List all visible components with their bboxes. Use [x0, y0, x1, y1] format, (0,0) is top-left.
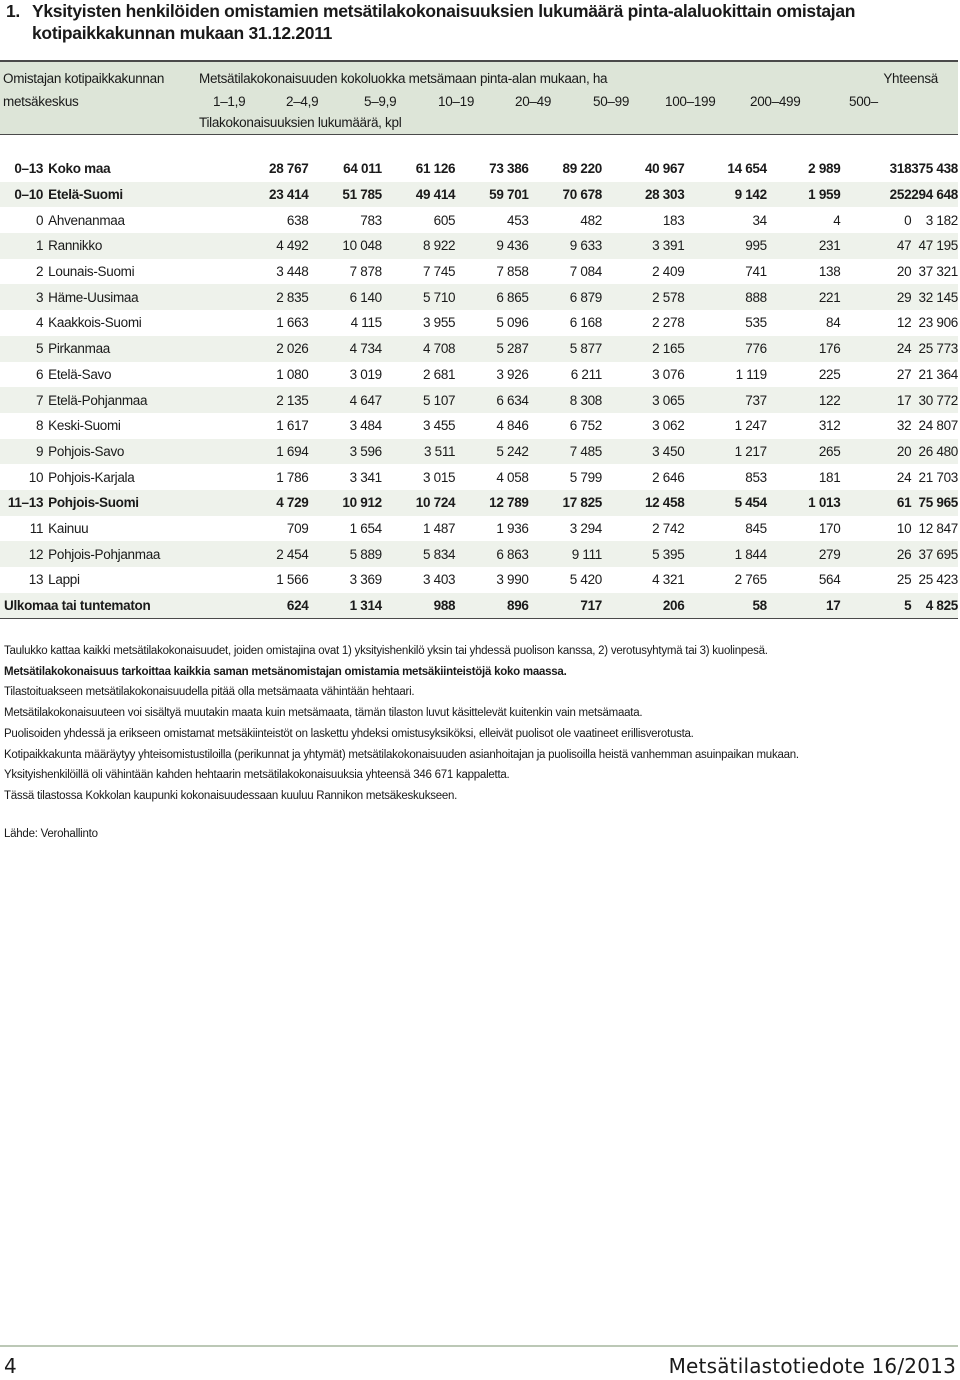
- value-cell: 2 765: [734, 572, 767, 588]
- value-cell: 0: [904, 212, 912, 228]
- value-cell: 59 701: [455, 182, 528, 208]
- region-name: Ulkomaa tai tuntematon: [0, 593, 192, 619]
- region-name: Rannikko: [48, 233, 192, 259]
- region-name: Etelä-Suomi: [48, 182, 192, 208]
- column-header: 10–19: [438, 94, 475, 109]
- region-code: 4: [35, 315, 44, 331]
- value-cell: 10 048: [309, 233, 382, 259]
- value-cell: 28 303: [602, 182, 684, 208]
- value-cell: 1 694: [235, 439, 308, 465]
- value-cell: 5 799: [569, 469, 603, 485]
- value-cell: 2 165: [602, 336, 684, 362]
- data-table: [0, 156, 958, 619]
- table-row: [0, 490, 958, 516]
- value-cell: 4 708: [382, 336, 455, 362]
- spacer-cell: [192, 567, 235, 593]
- value-cell: 2 409: [652, 264, 685, 280]
- region-header-label-1: Omistajan kotipaikkakunnan: [3, 71, 165, 86]
- value-cell: 3 455: [422, 418, 456, 434]
- spacer-cell: [192, 387, 235, 413]
- table-row: [0, 310, 958, 336]
- value-cell: 279: [767, 541, 841, 567]
- footnote: Taulukko kattaa kaikki metsätilakokonaisuudet, joiden omistajina ovat 1) yksityishenkilö yksin tai yhdessä puolison kanssa, 2) verotusyhtymä tai 3) kuolinpesä.: [4, 645, 768, 657]
- title-number: 1.: [6, 1, 20, 21]
- value-cell: 12 789: [455, 490, 528, 516]
- total-cell: 23 906: [918, 315, 958, 331]
- value-cell: 3 511: [382, 439, 455, 465]
- value-cell: 3 341: [349, 469, 382, 485]
- value-cell: 3 926: [496, 366, 529, 382]
- region-code: 12: [0, 541, 48, 567]
- value-cell: 3 403: [422, 572, 456, 588]
- value-cell: 252: [840, 182, 911, 208]
- spacer-cell: [192, 541, 235, 567]
- region-code: 0–10: [0, 182, 48, 208]
- spacer-cell: [192, 259, 235, 285]
- region-name: Pohjois-Pohjanmaa: [48, 541, 192, 567]
- publication-title: Metsätilastotiedote 16/2013: [668, 1354, 956, 1378]
- value-cell: 2 646: [652, 469, 685, 485]
- value-cell: 89 220: [562, 161, 603, 177]
- value-cell: 5 889: [309, 541, 382, 567]
- total-cell: 47 195: [911, 233, 958, 259]
- value-cell: 3 065: [602, 387, 684, 413]
- value-cell: 4 734: [309, 336, 382, 362]
- value-cell: 84: [826, 315, 841, 331]
- value-cell: 5 877: [529, 336, 602, 362]
- region-name: Etelä-Savo: [48, 366, 112, 382]
- value-cell: 5 107: [382, 387, 455, 413]
- value-cell: 9 142: [684, 182, 766, 208]
- value-cell: 25: [896, 572, 912, 588]
- value-cell: 4 647: [309, 387, 382, 413]
- value-cell: 64 011: [343, 161, 382, 177]
- value-cell: 181: [818, 469, 841, 485]
- value-cell: 3 391: [602, 233, 684, 259]
- region-code: 9: [0, 439, 48, 465]
- value-cell: 2 578: [602, 284, 684, 310]
- value-cell: 709: [286, 520, 309, 536]
- value-cell: 170: [818, 520, 841, 536]
- table-row: [0, 593, 958, 619]
- total-cell: 37 695: [911, 541, 958, 567]
- footnote: Tilastoituakseen metsätilakokonaisuudella pitää olla metsämaata vähintään hehtaari.: [4, 686, 415, 699]
- value-cell: 7 084: [569, 264, 603, 280]
- value-cell: 176: [767, 336, 841, 362]
- value-cell: 6 863: [455, 541, 528, 567]
- table-row: [0, 259, 958, 285]
- total-cell: 12 847: [918, 520, 958, 536]
- value-cell: 988: [382, 593, 455, 619]
- value-cell: 3 294: [569, 520, 603, 536]
- size-class-header: Metsätilakokonaisuuden kokoluokka metsämaan pinta-alan mukaan, ha: [199, 71, 608, 86]
- region-name: Kainuu: [48, 520, 89, 536]
- value-cell: 5 242: [455, 439, 528, 465]
- table-row: [0, 439, 958, 465]
- spacer-cell: [192, 413, 235, 439]
- value-cell: 61: [840, 490, 911, 516]
- value-cell: 4 846: [496, 418, 529, 434]
- value-cell: 1 786: [276, 469, 309, 485]
- value-cell: 3 484: [349, 418, 382, 434]
- column-header: 20–49: [515, 94, 552, 109]
- value-cell: 17: [840, 387, 911, 413]
- table-row: [0, 413, 958, 439]
- value-cell: 2 835: [235, 284, 308, 310]
- value-cell: 1 487: [422, 520, 456, 536]
- region-name: Lounais-Suomi: [48, 264, 135, 280]
- unit-label: Tilakokonaisuuksien lukumäärä, kpl: [199, 115, 402, 130]
- value-cell: 24: [896, 469, 912, 485]
- value-cell: 737: [684, 387, 766, 413]
- spacer-cell: [192, 336, 235, 362]
- total-cell: 26 480: [911, 439, 958, 465]
- value-cell: 17 825: [529, 490, 602, 516]
- spacer-cell: [192, 362, 235, 388]
- spacer-cell: [192, 490, 235, 516]
- value-cell: 5 096: [496, 315, 529, 331]
- value-cell: 5 710: [382, 284, 455, 310]
- value-cell: 58: [684, 593, 766, 619]
- table-row: [0, 284, 958, 310]
- value-cell: 8 308: [529, 387, 602, 413]
- footnote: Kotipaikkakunta määräytyy yhteisomistustiloilla (perikunnat ja yhtymät) metsätilakokonaisuuden asianhoitajan ja puolisoilla heistä vanhemman asuinpaikan mukaan.: [4, 748, 799, 761]
- total-cell: 25 423: [918, 572, 958, 588]
- value-cell: 40 967: [644, 161, 685, 177]
- value-cell: 3 448: [276, 264, 309, 280]
- value-cell: 225: [818, 366, 841, 382]
- value-cell: 1 080: [276, 366, 309, 382]
- spacer-cell: [192, 182, 235, 208]
- spacer-cell: [192, 593, 235, 619]
- value-cell: 2 454: [235, 541, 308, 567]
- value-cell: 122: [767, 387, 841, 413]
- spacer-cell: [192, 516, 235, 542]
- value-cell: 741: [745, 264, 767, 280]
- value-cell: 4 729: [235, 490, 308, 516]
- table-row: [0, 182, 958, 208]
- table-row: [0, 156, 958, 182]
- value-cell: 26: [840, 541, 911, 567]
- value-cell: 845: [745, 520, 767, 536]
- value-cell: 47: [840, 233, 911, 259]
- spacer-cell: [192, 207, 235, 233]
- column-header: 50–99: [593, 94, 630, 109]
- value-cell: 3 596: [309, 439, 382, 465]
- region-code: 0–13: [14, 161, 44, 177]
- value-cell: 138: [818, 264, 841, 280]
- value-cell: 20: [896, 264, 912, 280]
- value-cell: 12 458: [602, 490, 684, 516]
- spacer-cell: [192, 233, 235, 259]
- region-code: 8: [35, 418, 44, 434]
- region-code: 2: [35, 264, 44, 280]
- spacer-cell: [192, 156, 235, 182]
- footnote: Puolisoiden yhdessä ja erikseen omistamat metsäkiinteistöt on laskettu yhdeksi omistusyksiköksi, elleivät puolisot ole vaatineet erillisverotusta.: [4, 727, 694, 740]
- table-row: [0, 541, 958, 567]
- value-cell: 3 015: [422, 469, 456, 485]
- value-cell: 5 287: [455, 336, 528, 362]
- value-cell: 717: [529, 593, 602, 619]
- value-cell: 535: [745, 315, 767, 331]
- region-name: Keski-Suomi: [48, 418, 121, 434]
- value-cell: 1 936: [496, 520, 529, 536]
- value-cell: 1 654: [349, 520, 382, 536]
- value-cell: 6 634: [455, 387, 528, 413]
- value-cell: 7 858: [496, 264, 529, 280]
- value-cell: 9 633: [529, 233, 602, 259]
- region-code: 6: [35, 366, 44, 382]
- table-row: [0, 207, 958, 233]
- value-cell: 27: [896, 366, 912, 382]
- value-cell: 6 168: [569, 315, 603, 331]
- table-row: [0, 336, 958, 362]
- value-cell: 995: [684, 233, 766, 259]
- spacer-cell: [192, 310, 235, 336]
- value-cell: 221: [767, 284, 841, 310]
- footnote: Metsätilakokonaisuuteen voi sisältyä muutakin maata kuin metsämaata, tämän tilaston luvut käsittelevät kuitenkin vain metsämaata.: [4, 707, 643, 720]
- total-cell: 25 773: [911, 336, 958, 362]
- value-cell: 20: [840, 439, 911, 465]
- region-code: 11: [29, 520, 44, 536]
- region-code: 1: [0, 233, 48, 259]
- value-cell: 482: [580, 212, 603, 228]
- value-cell: 2 026: [235, 336, 308, 362]
- value-cell: 5 834: [382, 541, 455, 567]
- value-cell: 2 135: [235, 387, 308, 413]
- value-cell: 1 314: [309, 593, 382, 619]
- region-code: 7: [0, 387, 48, 413]
- value-cell: 624: [235, 593, 308, 619]
- region-name: Koko maa: [48, 161, 111, 177]
- region-code: 10: [28, 469, 44, 485]
- table-row: [0, 362, 958, 388]
- value-cell: 1 119: [735, 366, 767, 382]
- value-cell: 265: [767, 439, 841, 465]
- footnote: Metsätilakokonaisuus tarkoittaa kaikkia saman metsänomistajan omistamia metsäkiinteistöjä koko maassa.: [4, 665, 567, 678]
- value-cell: 1 247: [734, 418, 767, 434]
- value-cell: 453: [507, 212, 529, 228]
- value-cell: 2 989: [808, 161, 841, 177]
- value-cell: 6 865: [455, 284, 528, 310]
- value-cell: 12: [896, 315, 912, 331]
- footer-divider: [0, 1345, 958, 1347]
- region-name: Pohjois-Suomi: [48, 490, 192, 516]
- total-cell: 32 145: [911, 284, 958, 310]
- region-name: Etelä-Pohjanmaa: [48, 387, 192, 413]
- value-cell: 776: [684, 336, 766, 362]
- table-header: [0, 60, 958, 135]
- value-cell: 10 724: [382, 490, 455, 516]
- spacer-cell: [192, 284, 235, 310]
- source-note: Lähde: Verohallinto: [4, 828, 98, 840]
- region-name: Ahvenanmaa: [48, 212, 125, 228]
- page-title: [6, 0, 946, 44]
- table-row: [0, 387, 958, 413]
- value-cell: 14 654: [727, 161, 767, 177]
- value-cell: 5 395: [602, 541, 684, 567]
- value-cell: 1 617: [276, 418, 309, 434]
- title-line-2: kotipaikkakunnan mukaan 31.12.2011: [32, 23, 333, 43]
- value-cell: 1 844: [684, 541, 766, 567]
- value-cell: 2 278: [652, 315, 685, 331]
- region-name: Pohjois-Karjala: [48, 469, 135, 485]
- column-header: 5–9,9: [364, 94, 397, 109]
- total-cell: 21 703: [918, 469, 958, 485]
- value-cell: 8 922: [382, 233, 455, 259]
- value-cell: 6 879: [529, 284, 602, 310]
- region-name: Lappi: [48, 572, 80, 588]
- value-cell: 23 414: [235, 182, 308, 208]
- footnotes: [4, 641, 954, 807]
- value-cell: 638: [286, 212, 309, 228]
- page-number: 4: [4, 1354, 17, 1378]
- value-cell: 6 140: [309, 284, 382, 310]
- footnote: Tässä tilastossa Kokkolan kaupunki kokonaisuudessaan kuuluu Rannikon metsäkeskukseen.: [4, 789, 458, 802]
- value-cell: 312: [818, 418, 841, 434]
- table-body: [0, 156, 958, 619]
- value-cell: 24: [840, 336, 911, 362]
- value-cell: 7 878: [349, 264, 382, 280]
- value-cell: 5: [840, 593, 911, 619]
- value-cell: 9 436: [455, 233, 528, 259]
- value-cell: 73 386: [489, 161, 529, 177]
- total-cell: 24 807: [918, 418, 958, 434]
- value-cell: 9 111: [529, 541, 602, 567]
- value-cell: 34: [752, 212, 767, 228]
- value-cell: 853: [745, 469, 767, 485]
- value-cell: 231: [767, 233, 841, 259]
- value-cell: 4 492: [235, 233, 308, 259]
- region-code: 11–13: [0, 490, 48, 516]
- value-cell: 2 742: [652, 520, 685, 536]
- value-cell: 5 420: [569, 572, 603, 588]
- spacer-cell: [192, 464, 235, 490]
- value-cell: 29: [840, 284, 911, 310]
- value-cell: 17: [767, 593, 841, 619]
- value-cell: 1 013: [767, 490, 841, 516]
- footnote: Yksityishenkilöillä oli vähintään kahden hehtaarin metsätilakokonaisuuksia yhteensä 346 671 kappaletta.: [4, 769, 510, 782]
- value-cell: 3 990: [496, 572, 529, 588]
- value-cell: 4 115: [350, 315, 382, 331]
- region-name: Kaakkois-Suomi: [48, 315, 142, 331]
- total-cell: 37 321: [918, 264, 958, 280]
- value-cell: 206: [602, 593, 684, 619]
- value-cell: 6 211: [570, 366, 603, 382]
- value-cell: 70 678: [529, 182, 602, 208]
- value-cell: 3 369: [349, 572, 382, 588]
- region-code: 5: [0, 336, 48, 362]
- value-cell: 1 217: [684, 439, 766, 465]
- value-cell: 3 076: [652, 366, 685, 382]
- value-cell: 4: [833, 212, 841, 228]
- value-cell: 51 785: [309, 182, 382, 208]
- value-cell: 61 126: [415, 161, 456, 177]
- column-header: 100–199: [665, 94, 716, 109]
- value-cell: 7 485: [529, 439, 602, 465]
- value-cell: 10 912: [309, 490, 382, 516]
- total-cell: 375 438: [911, 161, 958, 177]
- value-cell: 183: [662, 212, 685, 228]
- value-cell: 28 767: [269, 161, 309, 177]
- total-header: Yhteensä: [883, 71, 938, 86]
- value-cell: 3 019: [349, 366, 382, 382]
- total-cell: 75 965: [911, 490, 958, 516]
- value-cell: 783: [360, 212, 382, 228]
- value-cell: 605: [433, 212, 456, 228]
- column-header: 2–4,9: [286, 94, 319, 109]
- value-cell: 318: [889, 161, 912, 177]
- value-cell: 5 454: [684, 490, 766, 516]
- region-name: Pohjois-Savo: [48, 439, 192, 465]
- value-cell: 1 566: [276, 572, 309, 588]
- value-cell: 888: [684, 284, 766, 310]
- region-code: 3: [0, 284, 48, 310]
- column-header: 500–: [849, 94, 878, 109]
- value-cell: 10: [896, 520, 912, 536]
- column-header: 200–499: [750, 94, 801, 109]
- region-code: 0: [35, 212, 44, 228]
- region-header-label-2: metsäkeskus: [3, 94, 79, 109]
- value-cell: 564: [818, 572, 841, 588]
- column-header: 1–1,9: [213, 94, 246, 109]
- region-name: Pirkanmaa: [48, 336, 192, 362]
- value-cell: 3 955: [422, 315, 456, 331]
- value-cell: 4 321: [652, 572, 685, 588]
- value-cell: 1 959: [767, 182, 841, 208]
- region-code: 13: [28, 572, 44, 588]
- table-row: [0, 464, 958, 490]
- total-cell: 21 364: [918, 366, 958, 382]
- value-cell: 2 681: [422, 366, 456, 382]
- title-line-1: Yksityisten henkilöiden omistamien metsätilakokonaisuuksien lukumäärä pinta-alaluokittain omistajan: [32, 1, 856, 21]
- spacer-cell: [192, 439, 235, 465]
- value-cell: 6 752: [569, 418, 603, 434]
- region-name: Häme-Uusimaa: [48, 284, 192, 310]
- total-cell: 294 648: [911, 182, 958, 208]
- total-cell: 30 772: [911, 387, 958, 413]
- table-row: [0, 233, 958, 259]
- value-cell: 896: [455, 593, 528, 619]
- value-cell: 4 058: [496, 469, 529, 485]
- value-cell: 7 745: [422, 264, 456, 280]
- value-cell: 32: [896, 418, 912, 434]
- table-row: [0, 567, 958, 593]
- total-cell: 3 182: [925, 212, 958, 228]
- total-cell: 4 825: [911, 593, 958, 619]
- value-cell: 49 414: [382, 182, 455, 208]
- table-row: [0, 516, 958, 542]
- value-cell: 3 450: [602, 439, 684, 465]
- value-cell: 3 062: [652, 418, 685, 434]
- value-cell: 1 663: [276, 315, 309, 331]
